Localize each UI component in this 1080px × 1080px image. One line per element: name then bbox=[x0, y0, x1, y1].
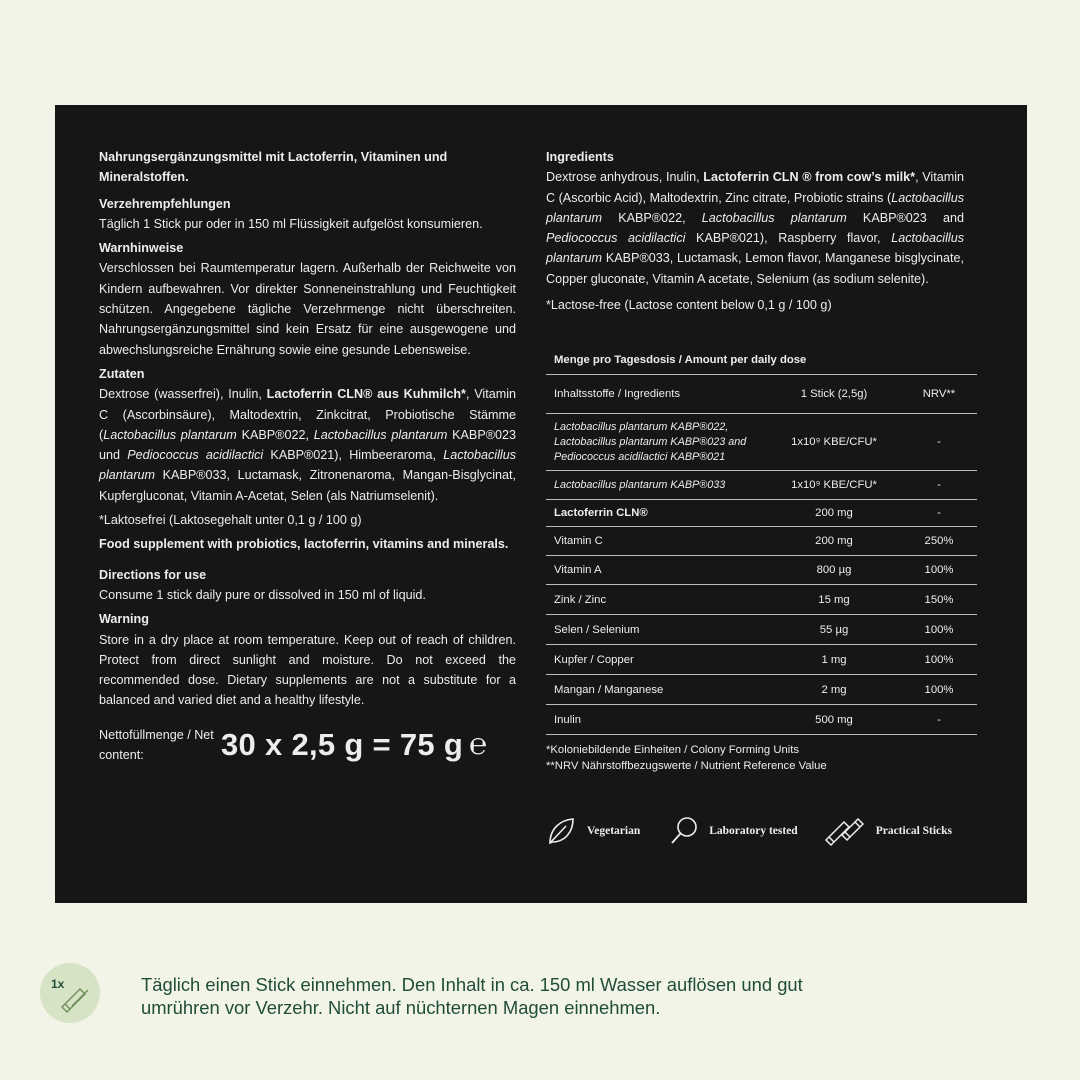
col-nrv: NRV** bbox=[901, 375, 977, 414]
practical-sticks-item bbox=[824, 813, 952, 849]
feature-icons bbox=[546, 811, 976, 851]
row-name: Lactobacillus plantarum KABP®033 bbox=[546, 471, 767, 500]
row-amount: 15 mg bbox=[767, 585, 901, 615]
directions-text: Consume 1 stick daily pure or dissolved in 150 ml of liquid. bbox=[99, 587, 426, 602]
col-ingredients: Inhaltsstoffe / Ingredients bbox=[546, 375, 767, 414]
footnote-cfu: *Koloniebildende Einheiten / Colony Forming Units bbox=[546, 744, 800, 756]
row-name: Vitamin C bbox=[546, 527, 767, 556]
vegetarian-item bbox=[546, 815, 640, 847]
row-name: Inulin bbox=[546, 705, 767, 735]
intro-en: Food supplement with probiotics, lactoferrin, vitamins and minerals. bbox=[99, 537, 509, 552]
row-name: Zink / Zinc bbox=[546, 585, 767, 615]
warning-heading: Warning bbox=[99, 612, 149, 627]
practical-sticks-label: Practical Sticks bbox=[875, 825, 953, 837]
directions-heading: Directions for use bbox=[99, 567, 207, 582]
table-row bbox=[546, 527, 977, 556]
row-amount: 1x10⁹ KBE/CFU* bbox=[767, 414, 901, 471]
verzehr-text: Täglich 1 Stick pur oder in 150 ml Flüssigkeit aufgelöst konsumieren. bbox=[99, 216, 483, 231]
net-content-label: Nettofüllmenge / Net content: bbox=[99, 727, 214, 762]
table-row bbox=[546, 500, 977, 527]
stick-sachet-icon bbox=[824, 813, 868, 849]
row-nrv: - bbox=[901, 500, 977, 527]
zutaten-heading: Zutaten bbox=[99, 366, 145, 381]
row-nrv: 100% bbox=[901, 556, 977, 585]
magnifier-icon bbox=[668, 815, 700, 847]
leaf-icon bbox=[546, 815, 578, 847]
lactose-note: *Lactose-free (Lactose content below 0,1 g / 100 g) bbox=[546, 298, 832, 313]
badge-label: 1x bbox=[51, 977, 65, 991]
row-nrv: 100% bbox=[901, 675, 977, 705]
table-row bbox=[546, 675, 977, 705]
footnote-nrv: **NRV Nährstoffbezugswerte / Nutrient Reference Value bbox=[546, 760, 827, 772]
verzehr-heading: Verzehrempfehlungen bbox=[99, 196, 231, 211]
row-amount: 200 mg bbox=[767, 527, 901, 556]
row-nrv: 100% bbox=[901, 645, 977, 675]
row-amount: 1 mg bbox=[767, 645, 901, 675]
left-column bbox=[99, 147, 516, 765]
row-amount: 1x10⁹ KBE/CFU* bbox=[767, 471, 901, 500]
row-name: Selen / Selenium bbox=[546, 615, 767, 645]
net-content bbox=[99, 725, 516, 765]
row-name: Kupfer / Copper bbox=[546, 645, 767, 675]
row-amount: 55 µg bbox=[767, 615, 901, 645]
warning-text: Store in a dry place at room temperature. Keep out of reach of children. Protect from direct sunlight and moisture. Do not exceed the recommended dose. Dietary supplements are not a substitute for a balanced and varied diet and a healthy lifestyle. bbox=[99, 632, 516, 708]
row-nrv: - bbox=[901, 414, 977, 471]
zutaten-text: Dextrose (wasserfrei), Inulin, Lactoferrin CLN® aus Kuhmilch*, Vitamin C (Ascorbinsäure), Maltodextrin, Zinkcitrat, Probiotische Stämme (Lactobacillus plantarum KABP®022, Lactobacillus plantarum KABP®023 und Pediococcus acidilactici KABP®021), Himbeeraroma, Lactobacillus plantarum KABP®033, Luctamask, Zitronenaroma, Mangan-Bisglycinat, Kupfergluconat, Vitamin A-Acetat, Selen (als Natriumselenit). bbox=[99, 387, 517, 503]
row-name: Vitamin A bbox=[546, 556, 767, 585]
table-row bbox=[546, 471, 977, 500]
table-row bbox=[546, 556, 977, 585]
row-name: Lactoferrin CLN® bbox=[546, 500, 767, 527]
label-panel bbox=[55, 105, 1027, 903]
row-nrv: - bbox=[901, 471, 977, 500]
ingredients-text: Dextrose anhydrous, Inulin, Lactoferrin CLN ® from cow’s milk*, Vitamin C (Ascorbic Acid), Maltodextrin, Zinc citrate, Probiotic strains (Lactobacillus plantarum KABP®022, Lactobacillus plantarum KABP®023 and Pediococcus acidilactici KABP®021), Raspberry flavor, Lactobacillus plantarum KABP®033, Luctamask, Lemon flavor, Manganese bisglycinate, Copper gluconate, Vitamin A acetate, Selenium (as sodium selenite). bbox=[546, 170, 965, 286]
row-nrv: 250% bbox=[901, 527, 977, 556]
table-row bbox=[546, 615, 977, 645]
stick-icon bbox=[40, 963, 100, 1023]
warn-text: Verschlossen bei Raumtemperatur lagern. Außerhalb der Reichweite von Kindern aufbewahren. Vor direkter Sonneneinstrahlung und Feuchtigkeit schützen. Angegebene tägliche Verzehrmenge nicht überschreiten. Nahrungsergänzungsmittel sind kein Ersatz für eine ausgewogene und abwechslungsreiche Ernährung sowie eine gesunde Lebensweise. bbox=[99, 261, 516, 357]
intro-de: Nahrungsergänzungsmittel mit Lactoferrin, Vitaminen und Mineralstoffen. bbox=[99, 150, 448, 185]
table-row bbox=[546, 705, 977, 735]
table-header-row bbox=[546, 375, 977, 414]
table-row bbox=[546, 585, 977, 615]
row-name: Mangan / Manganese bbox=[546, 675, 767, 705]
lab-tested-label: Laboratory tested bbox=[709, 825, 798, 837]
ingredients-heading: Ingredients bbox=[546, 150, 614, 164]
col-amount: 1 Stick (2,5g) bbox=[767, 375, 901, 414]
estimated-sign-icon: ℮ bbox=[469, 727, 488, 761]
vegetarian-label: Vegetarian bbox=[587, 825, 641, 837]
row-amount: 200 mg bbox=[767, 500, 901, 527]
table-title: Menge pro Tagesdosis / Amount per daily dose bbox=[546, 346, 977, 375]
row-nrv: 100% bbox=[901, 615, 977, 645]
lab-tested-item bbox=[668, 815, 797, 847]
nutrition-table bbox=[546, 346, 977, 735]
daily-dose-badge bbox=[40, 963, 100, 1023]
net-content-value: 30 x 2,5 g = 75 g bbox=[221, 726, 464, 762]
warn-heading: Warnhinweise bbox=[99, 241, 184, 256]
right-column bbox=[546, 147, 964, 315]
row-amount: 2 mg bbox=[767, 675, 901, 705]
table-footnotes bbox=[546, 742, 827, 774]
laktose-note: *Laktosefrei (Laktosegehalt unter 0,1 g / 100 g) bbox=[99, 513, 362, 528]
row-name: Lactobacillus plantarum KABP®022, Lactobacillus plantarum KABP®023 and Pediococcus acidilactici KABP®021 bbox=[546, 414, 767, 471]
row-amount: 800 µg bbox=[767, 556, 901, 585]
table-row bbox=[546, 645, 977, 675]
row-amount: 500 mg bbox=[767, 705, 901, 735]
usage-instructions: Täglich einen Stick einnehmen. Den Inhalt in ca. 150 ml Wasser auflösen und gut umrühren vor Verzehr. Nicht auf nüchternen Magen einnehmen. bbox=[141, 974, 803, 1018]
table-row bbox=[546, 414, 977, 471]
row-nrv: 150% bbox=[901, 585, 977, 615]
row-nrv: - bbox=[901, 705, 977, 735]
